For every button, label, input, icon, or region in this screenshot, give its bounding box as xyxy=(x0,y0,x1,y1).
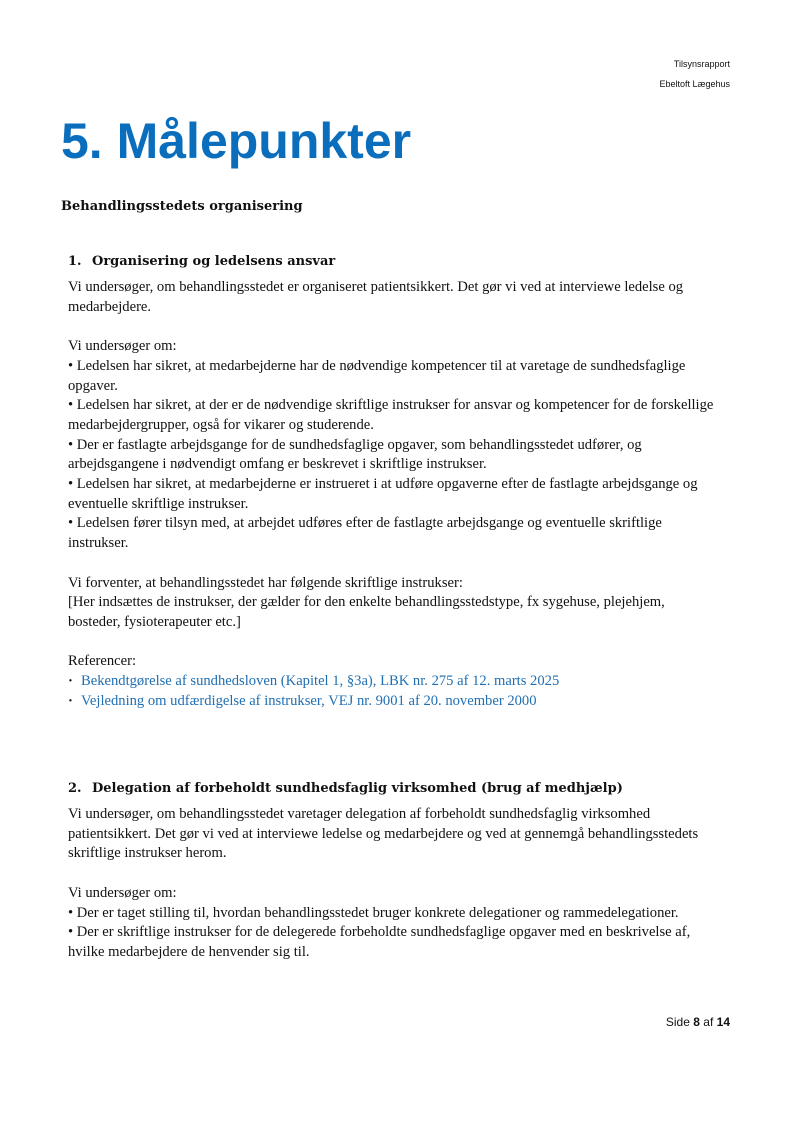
page-title: 5. Målepunkter xyxy=(61,113,412,169)
expect-text: [Her indsættes de instrukser, der gælder for den enkelte behandlingsstedstype, fx sygehuse, plejehjem, bosteder, fysioterapeuter etc.] xyxy=(68,594,665,630)
page-prefix: Side xyxy=(665,1015,690,1029)
total-pages: 14 xyxy=(716,1015,730,1029)
section-number: 1. xyxy=(68,254,82,269)
reference-item xyxy=(68,672,718,692)
section-title xyxy=(68,252,718,272)
section-organisering xyxy=(68,252,718,711)
current-page: 8 xyxy=(693,1015,700,1029)
section-intro: Vi undersøger, om behandlingsstedet er organiseret patientsikkert. Det gør vi ved at interviewe ledelse og medarbejdere. xyxy=(68,279,684,315)
page-number xyxy=(666,1015,730,1029)
check-label: Vi undersøger om: xyxy=(68,884,177,901)
section-title xyxy=(68,779,718,799)
reference-link-instrukser[interactable]: Vejledning om udfærdigelse af instrukser, VEJ nr. 9001 af 20. november 2000 xyxy=(81,692,537,709)
references-list xyxy=(68,672,718,711)
reference-item xyxy=(68,692,718,712)
bullet-item: • Ledelsen har sikret, at medarbejderne har de nødvendige kompetencer til at varetage de sundhedsfaglige opgaver. xyxy=(68,357,686,394)
bullet-item: • Der er skriftlige instrukser for de delegerede forbeholdte sundhedsfaglige opgaver med en beskrivelse af, hvilke medarbejdere de henvender sig til. xyxy=(68,924,691,960)
bullet-item: • Ledelsen har sikret, at medarbejderne er instrueret i at udføre opgaverne efter de fastlagte arbejdsgange og eventuelle skriftlige instrukser. xyxy=(68,476,698,512)
bullet-item: • Der er taget stilling til, hvordan behandlingsstedet bruger konkrete delegationer og rammedelegationer. xyxy=(68,904,679,921)
header-clinic-name: Ebeltoft Lægehus xyxy=(659,79,730,89)
header-report-type: Tilsynsrapport xyxy=(673,59,730,69)
reference-link-sundhedsloven[interactable]: Bekendtgørelse af sundhedsloven (Kapitel 1, §3a), LBK nr. 275 af 12. marts 2025 xyxy=(81,673,560,690)
check-label: Vi undersøger om: xyxy=(68,338,177,355)
section-intro: Vi undersøger, om behandlingsstedet varetager delegation af forbeholdt sundhedsfaglig virksomhed patientsikkert. Det gør vi ved at interviewe ledelse og medarbejdere og ved at gennemgå behandlingsstedets skriftlige instrukser herom. xyxy=(68,806,699,862)
section-title-text: Organisering og ledelsens ansvar xyxy=(92,254,336,269)
expect-label: Vi forventer, at behandlingsstedet har følgende skriftlige instrukser: xyxy=(68,574,463,591)
section-delegation xyxy=(68,779,718,963)
page-separator: af xyxy=(703,1015,714,1029)
page-header xyxy=(659,54,730,94)
section-number: 2. xyxy=(68,781,82,796)
section-title-text: Delegation af forbeholdt sundhedsfaglig virksomhed (brug af medhjælp) xyxy=(92,781,623,796)
bullet-item: • Ledelsen har sikret, at der er de nødvendige skriftlige instrukser for ansvar og kompetencer for de forskellige medarbejdergrupper, også for vikarer og studerende. xyxy=(68,397,714,433)
bullet-item: • Der er fastlagte arbejdsgange for de sundhedsfaglige opgaver, som behandlingsstedet udfører, og arbejdsgangene i nødvendigt omfang er beskrevet i skriftlige instrukser. xyxy=(68,436,642,473)
subheading: Behandlingsstedets organisering xyxy=(61,199,303,214)
bullet-item: • Ledelsen fører tilsyn med, at arbejdet udføres efter de fastlagte arbejdsgange og eventuelle skriftlige instrukser. xyxy=(68,515,662,552)
references-label: Referencer: xyxy=(68,653,137,670)
